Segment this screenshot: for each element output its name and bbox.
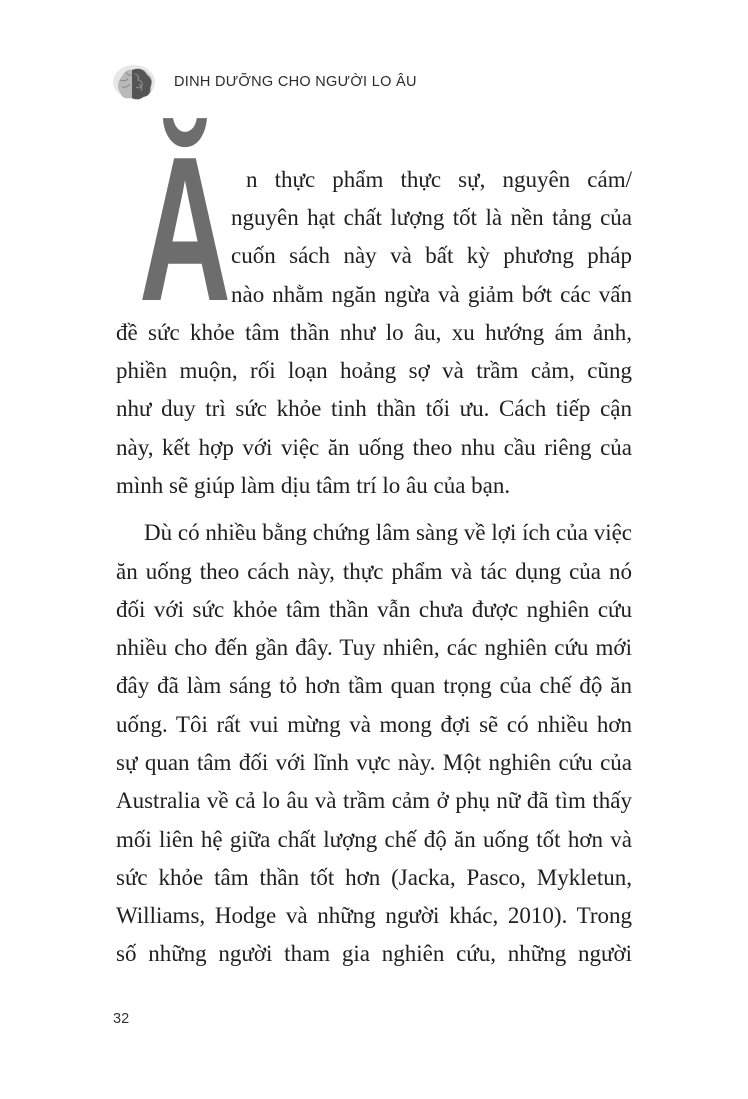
running-header	[108, 58, 417, 102]
paragraph-1-line-8: này, kết hợp với việc ăn uống theo nhu cầu riêng của	[116, 435, 632, 460]
paragraph-2-line-6: uống. Tôi rất vui mừng và mong đợi sẽ có nhiều hơn	[116, 712, 632, 737]
drop-cap-letter: Ă	[139, 114, 231, 344]
running-head-title: DINH DƯỠNG CHO NGƯỜI LO ÂU	[174, 74, 417, 90]
paragraph-2-line-11: Williams, Hodge và những người khác, 2010). Trong	[116, 903, 632, 928]
paragraph-1-line-1: n thực phẩm thực sự, nguyên cám/	[246, 167, 632, 192]
paragraph-2-line-10: sức khỏe tâm thần tốt hơn (Jacka, Pasco, Mykletun,	[116, 865, 632, 890]
paragraph-2-line-12: số những người tham gia nghiên cứu, những người	[116, 941, 632, 966]
paragraph-2-line-1: Dù có nhiều bằng chứng lâm sàng về lợi ích của việc	[144, 520, 632, 545]
paragraph-1-line-3: cuốn sách này và bất kỳ phương pháp	[231, 243, 632, 268]
paragraph-1-line-4: nào nhằm ngăn ngừa và giảm bớt các vấn	[231, 282, 632, 307]
paragraph-2-line-4: nhiều cho đến gần đây. Tuy nhiên, các nghiên cứu mới	[116, 635, 632, 660]
paragraph-2-line-9: mối liên hệ giữa chất lượng chế độ ăn uống tốt hơn và	[116, 827, 632, 852]
paragraph-1-line-9: mình sẽ giúp làm dịu tâm trí lo âu của bạn.	[116, 473, 511, 498]
paragraph-2-line-3: đối với sức khỏe tâm thần vẫn chưa được nghiên cứu	[116, 597, 632, 622]
brain-icon	[108, 58, 160, 102]
paragraph-2-line-5: đây đã làm sáng tỏ hơn tầm quan trọng của chế độ ăn	[116, 673, 632, 698]
drop-cap	[139, 114, 231, 344]
paragraph-1-line-2: nguyên hạt chất lượng tốt là nền tảng của	[231, 205, 632, 230]
page-number: 32	[113, 1011, 130, 1027]
paragraph-1-line-5: đề sức khỏe tâm thần như lo âu, xu hướng ám ảnh,	[116, 320, 632, 345]
paragraph-2-line-2: ăn uống theo cách này, thực phẩm và tác dụng của nó	[116, 559, 632, 584]
paragraph-1-line-6: phiền muộn, rối loạn hoảng sợ và trầm cảm, cũng	[116, 358, 632, 383]
paragraph-1-line-7: như duy trì sức khỏe tinh thần tối ưu. Cách tiếp cận	[116, 396, 632, 421]
paragraph-2-line-7: sự quan tâm đối với lĩnh vực này. Một nghiên cứu của	[116, 750, 632, 775]
paragraph-2-line-8: Australia về cả lo âu và trầm cảm ở phụ nữ đã tìm thấy	[116, 788, 632, 813]
